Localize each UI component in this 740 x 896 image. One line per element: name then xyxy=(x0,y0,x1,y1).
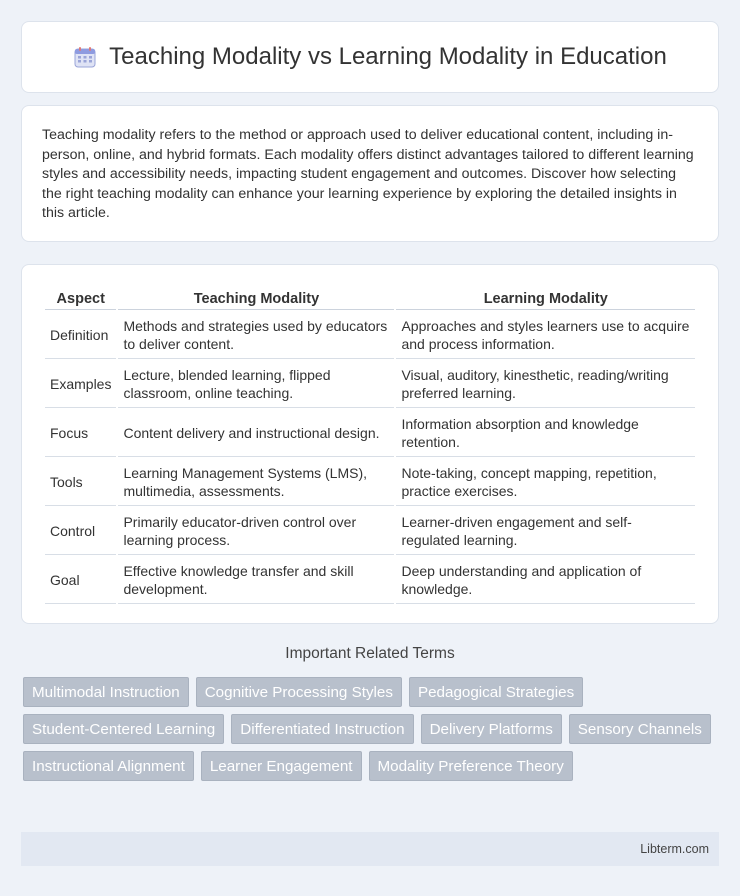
aspect-cell: Definition xyxy=(45,312,116,359)
related-term-tag[interactable]: Modality Preference Theory xyxy=(369,751,573,781)
intro-text: Teaching modality refers to the method or approach used to deliver educational content, including in-person, online, and hybrid formats. Each modality offers distinct advantages tailored to different learning styles and accessibility needs, impacting student engagement and outcomes. Discover how selecting the right teaching modality can enhance your learning experience by exploring the detailed insights in this article. xyxy=(42,127,694,221)
learning-cell: Visual, auditory, kinesthetic, reading/writing preferred learning. xyxy=(396,361,695,408)
teaching-cell: Primarily educator-driven control over learning process. xyxy=(118,508,394,555)
table-row xyxy=(45,557,695,604)
teaching-cell: Learning Management Systems (LMS), multimedia, assessments. xyxy=(118,459,394,506)
table-row xyxy=(45,508,695,555)
footer-site-link[interactable]: Libterm.com xyxy=(640,842,709,856)
header-teaching-modality: Teaching Modality xyxy=(118,287,394,310)
learning-cell: Learner-driven engagement and self-regulated learning. xyxy=(396,508,695,555)
teaching-cell: Content delivery and instructional design. xyxy=(118,410,394,457)
aspect-cell: Examples xyxy=(45,361,116,408)
table-header-row xyxy=(45,287,695,310)
related-terms-title: Important Related Terms xyxy=(285,645,455,662)
table-row xyxy=(45,312,695,359)
related-term-tag[interactable]: Instructional Alignment xyxy=(23,751,194,781)
related-term-tag[interactable]: Sensory Channels xyxy=(569,714,711,744)
aspect-cell: Control xyxy=(45,508,116,555)
page-title: Teaching Modality vs Learning Modality in Education xyxy=(109,43,667,70)
related-term-tag[interactable]: Delivery Platforms xyxy=(421,714,562,744)
header-learning-modality: Learning Modality xyxy=(396,287,695,310)
learning-cell: Information absorption and knowledge retention. xyxy=(396,410,695,457)
footer xyxy=(21,832,719,866)
related-term-tag[interactable]: Cognitive Processing Styles xyxy=(196,677,402,707)
teaching-cell: Lecture, blended learning, flipped classroom, online teaching. xyxy=(118,361,394,408)
comparison-table xyxy=(43,285,697,606)
table-row xyxy=(45,410,695,457)
learning-cell: Note-taking, concept mapping, repetition, practice exercises. xyxy=(396,459,695,506)
table-row xyxy=(45,361,695,408)
related-term-tag[interactable]: Student-Centered Learning xyxy=(23,714,224,744)
table-row xyxy=(45,459,695,506)
related-term-tag[interactable]: Multimodal Instruction xyxy=(23,677,189,707)
teaching-cell: Methods and strategies used by educators to deliver content. xyxy=(118,312,394,359)
aspect-cell: Goal xyxy=(45,557,116,604)
intro-card xyxy=(21,105,719,242)
header-aspect: Aspect xyxy=(45,287,116,310)
learning-cell: Deep understanding and application of knowledge. xyxy=(396,557,695,604)
related-term-tag[interactable]: Differentiated Instruction xyxy=(231,714,413,744)
title-card xyxy=(21,21,719,93)
related-term-tag[interactable]: Learner Engagement xyxy=(201,751,362,781)
related-terms-list xyxy=(23,677,713,781)
teaching-cell: Effective knowledge transfer and skill development. xyxy=(118,557,394,604)
comparison-table-card xyxy=(21,264,719,624)
learning-cell: Approaches and styles learners use to acquire and process information. xyxy=(396,312,695,359)
aspect-cell: Focus xyxy=(45,410,116,457)
related-term-tag[interactable]: Pedagogical Strategies xyxy=(409,677,583,707)
calendar-icon xyxy=(73,45,97,69)
aspect-cell: Tools xyxy=(45,459,116,506)
